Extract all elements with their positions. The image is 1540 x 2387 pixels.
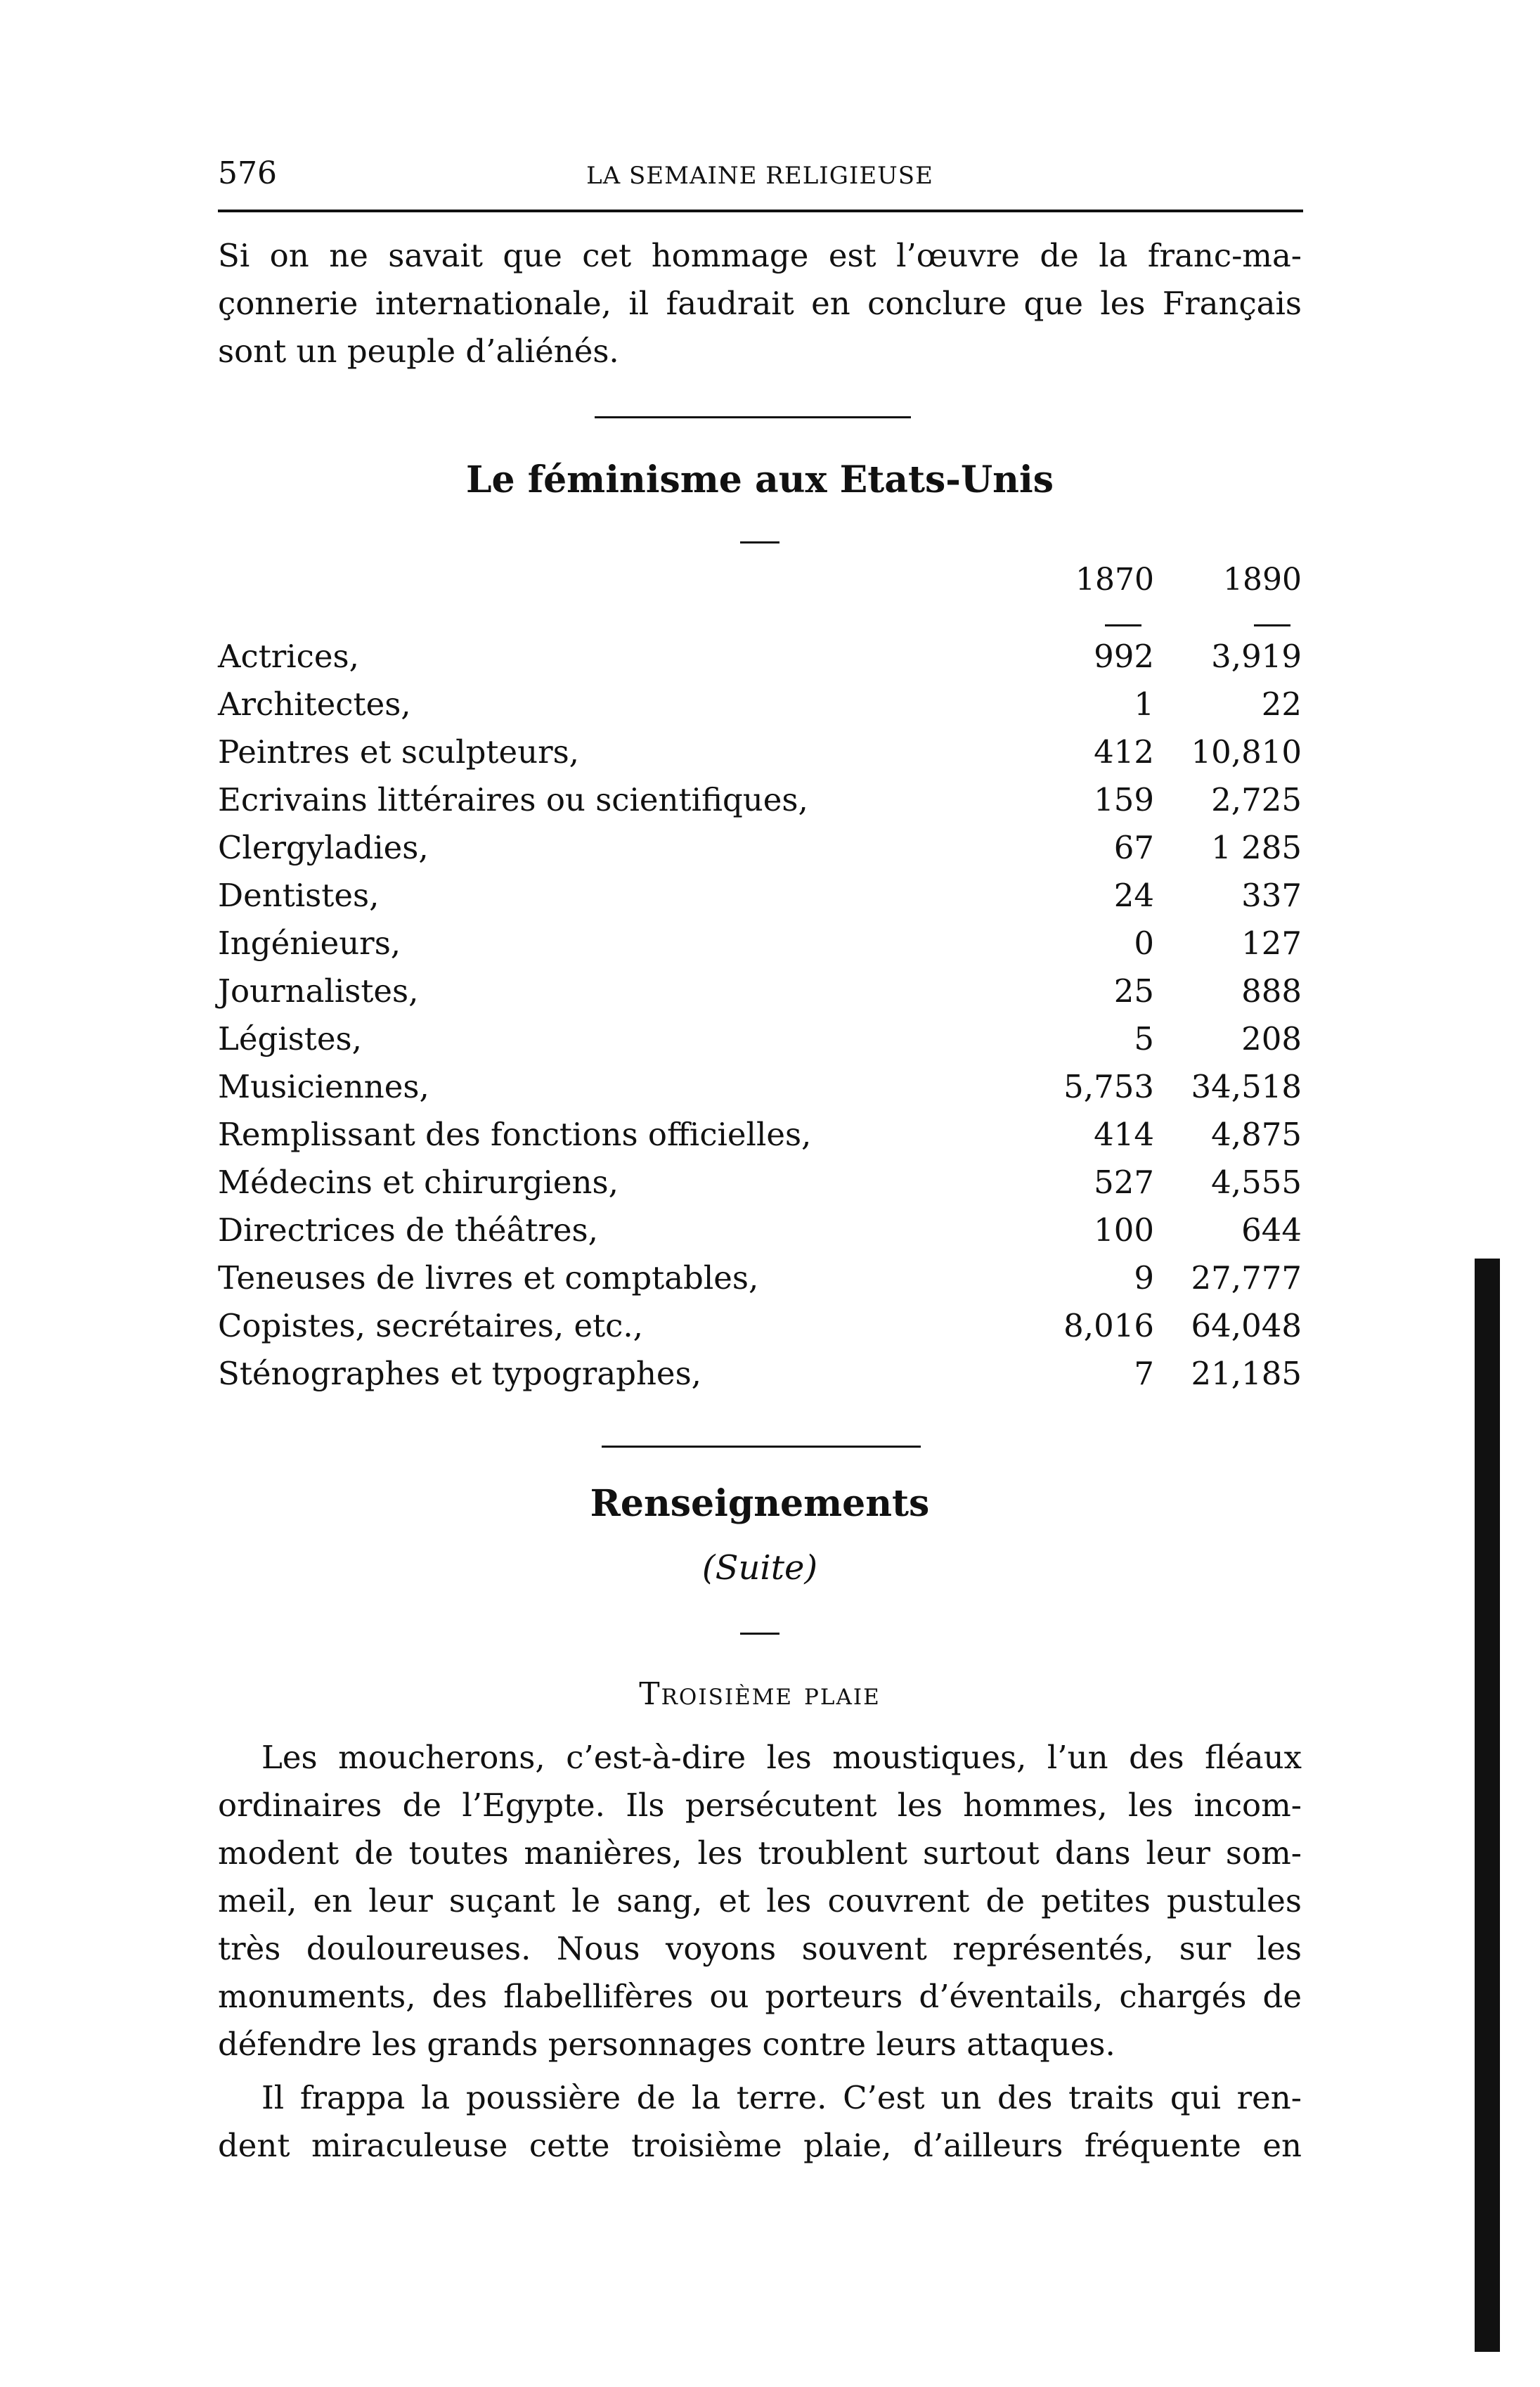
- row-label: Légistes,: [218, 1020, 362, 1057]
- table-row: [218, 872, 1302, 920]
- page-header: [218, 156, 1302, 198]
- value-1870: 25: [1113, 972, 1154, 1010]
- row-label: Ecrivains littéraires ou scientifiques,: [218, 781, 808, 818]
- value-1870: 992: [1094, 638, 1154, 675]
- table-row: [218, 776, 1302, 824]
- row-label: Sténographes et typographes,: [218, 1355, 701, 1392]
- text-line: très douloureuses. Nous voyons souvent représentés, sur les: [218, 1930, 1302, 1967]
- value-1890: 127: [1241, 925, 1302, 962]
- subsection-heading: Troisième plaie: [639, 1676, 881, 1712]
- text-line: sont un peuple d’aliénés.: [218, 333, 619, 370]
- value-1890: 4,875: [1211, 1116, 1302, 1153]
- column-dash-1890: [1254, 624, 1290, 626]
- table-row: [218, 1063, 1302, 1111]
- value-1890: 644: [1241, 1211, 1302, 1249]
- row-label: Directrices de théâtres,: [218, 1211, 598, 1249]
- column-header-1890: 1890: [1223, 562, 1302, 598]
- page-number: 576: [218, 155, 277, 191]
- table-row: [218, 728, 1302, 776]
- text-line: défendre les grands personnages contre leurs attaques.: [218, 2026, 1115, 2063]
- header-rule: [218, 210, 1303, 212]
- value-1870: 0: [1134, 925, 1154, 962]
- value-1890: 888: [1241, 972, 1302, 1010]
- row-label: Dentistes,: [218, 877, 380, 914]
- table-row: [218, 920, 1302, 967]
- value-1890: 1 285: [1211, 829, 1302, 866]
- text-line: Il frappa la poussière de la terre. C’est un des traits qui ren-: [261, 2079, 1302, 2116]
- value-1890: 3,919: [1211, 638, 1302, 675]
- column-header-1870: 1870: [1075, 562, 1154, 598]
- row-label: Ingénieurs,: [218, 925, 401, 962]
- section-title-feminisme: Le féminisme aux Etats-Unis: [465, 458, 1054, 501]
- value-1870: 7: [1134, 1355, 1154, 1392]
- value-1870: 159: [1094, 781, 1154, 818]
- value-1890: 22: [1261, 686, 1302, 723]
- running-title: LA SEMAINE RELIGIEUSE: [586, 162, 933, 190]
- text-line: modent de toutes manières, les troublent surtout dans leur som-: [218, 1834, 1302, 1872]
- row-label: Remplissant des fonctions officielles,: [218, 1116, 812, 1153]
- text-line: meil, en leur suçant le sang, et les couvrent de petites pustules: [218, 1882, 1302, 1919]
- value-1870: 100: [1094, 1211, 1154, 1249]
- text-line: dent miraculeuse cette troisième plaie, d’ailleurs fréquente en: [218, 2127, 1302, 2164]
- title-dash: [740, 541, 779, 543]
- section-separator: [595, 416, 911, 418]
- row-label: Teneuses de livres et comptables,: [218, 1259, 759, 1297]
- row-label: Journalistes,: [218, 972, 419, 1010]
- value-1890: 208: [1241, 1020, 1302, 1057]
- value-1890: 27,777: [1191, 1259, 1302, 1297]
- value-1870: 5: [1134, 1020, 1154, 1057]
- table-row: [218, 967, 1302, 1015]
- value-1890: 4,555: [1211, 1164, 1302, 1201]
- text-line: Si on ne savait que cet hommage est l’œuvre de la franc-ma-: [218, 237, 1302, 274]
- table-row: [218, 681, 1302, 728]
- row-label: Architectes,: [218, 686, 411, 723]
- row-label: Peintres et sculpteurs,: [218, 733, 579, 771]
- table-row: [218, 1302, 1302, 1350]
- text-line: Les moucherons, c’est-à-dire les moustiques, l’un des fléaux: [261, 1739, 1302, 1776]
- value-1870: 24: [1113, 877, 1154, 914]
- value-1870: 412: [1094, 733, 1154, 771]
- section-title-renseignements: Renseignements: [590, 1482, 930, 1525]
- table-row: [218, 1159, 1302, 1207]
- value-1870: 1: [1134, 686, 1154, 723]
- value-1870: 527: [1094, 1164, 1154, 1201]
- scan-edge-mark: [1475, 1259, 1500, 2352]
- text-line: monuments, des flabellifères ou porteurs d’éventails, chargés de: [218, 1978, 1302, 2015]
- value-1890: 2,725: [1211, 781, 1302, 818]
- section-separator: [602, 1446, 921, 1448]
- table-row: [218, 1207, 1302, 1254]
- table-row: [218, 1350, 1302, 1398]
- value-1870: 414: [1094, 1116, 1154, 1153]
- row-label: Médecins et chirurgiens,: [218, 1164, 619, 1201]
- value-1890: 64,048: [1191, 1307, 1302, 1344]
- value-1890: 337: [1241, 877, 1302, 914]
- value-1890: 21,185: [1191, 1355, 1302, 1392]
- row-label: Copistes, secrétaires, etc.,: [218, 1307, 643, 1344]
- value-1870: 8,016: [1063, 1307, 1154, 1344]
- value-1870: 67: [1113, 829, 1154, 866]
- row-label: Actrices,: [218, 638, 359, 675]
- table-row: [218, 1015, 1302, 1063]
- section-subtitle: (Suite): [701, 1548, 818, 1588]
- row-label: Musiciennes,: [218, 1068, 429, 1105]
- table-row: [218, 633, 1302, 681]
- value-1870: 5,753: [1063, 1068, 1154, 1105]
- table-row: [218, 824, 1302, 872]
- column-dash-1870: [1105, 624, 1141, 626]
- value-1870: 9: [1134, 1259, 1154, 1297]
- text-line: çonnerie internationale, il faudrait en conclure que les Français: [218, 285, 1302, 322]
- row-label: Clergyladies,: [218, 829, 429, 866]
- table-row: [218, 1254, 1302, 1302]
- title-dash: [740, 1633, 779, 1635]
- value-1890: 34,518: [1191, 1068, 1302, 1105]
- table-row: [218, 1111, 1302, 1159]
- value-1890: 10,810: [1191, 733, 1302, 771]
- text-line: ordinaires de l’Egypte. Ils persécutent les hommes, les incom-: [218, 1787, 1302, 1824]
